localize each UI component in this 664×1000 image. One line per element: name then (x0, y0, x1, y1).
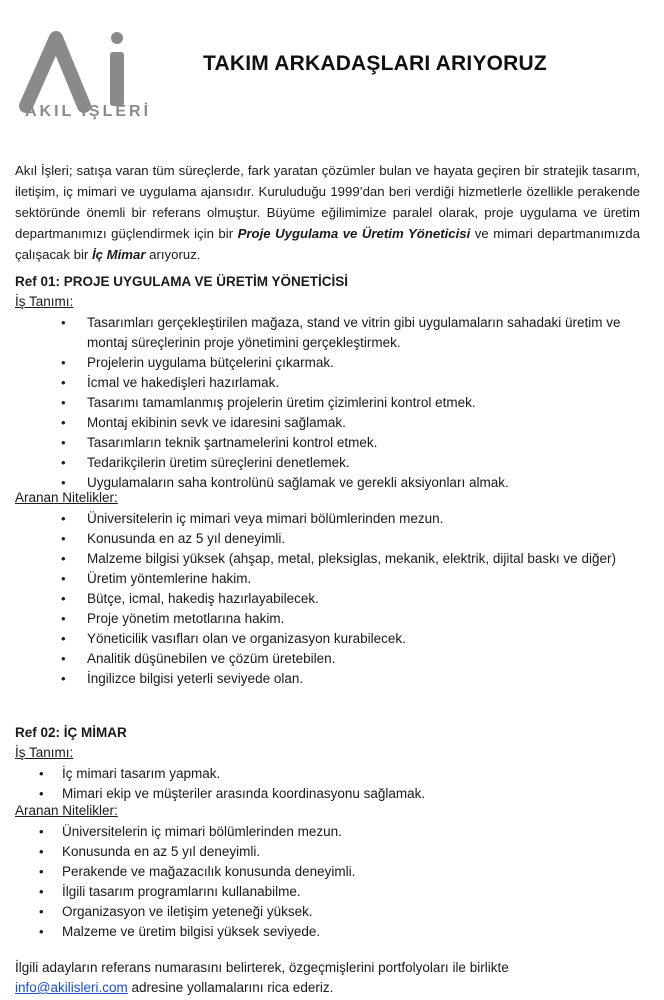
bullet-icon: • (61, 315, 66, 330)
list-item (15, 529, 635, 549)
list-item (15, 784, 635, 804)
list-item-text: Analitik düşünebilen ve çözüm üretebilen. (87, 651, 336, 666)
list-item-text: Üniversitelerin iç mimari bölümlerinden mezun. (62, 824, 342, 839)
list-item (15, 862, 635, 882)
list-item-text: İç mimari tasarım yapmak. (62, 766, 221, 781)
list-item (15, 922, 635, 942)
bullet-icon: • (61, 455, 66, 470)
list-item (15, 629, 635, 649)
list-item-text: Tasarımı tamamlanmış projelerin üretim çizimlerini kontrol etmek. (87, 395, 476, 410)
bullet-icon: • (39, 864, 44, 879)
list-item (15, 764, 635, 784)
footer-line-1: İlgili adayların referans numarasını belirterek, özgeçmişlerini portfolyoları ile birlikte (15, 960, 509, 975)
list-item-text: İngilizce bilgisi yeterli seviyede olan. (87, 671, 304, 686)
bullet-icon: • (61, 611, 66, 626)
list-item (15, 842, 635, 862)
logo-text: AKIL İŞLERİ (24, 103, 152, 120)
list-item-text: Tedarikçilerin üretim süreçlerini denetlemek. (87, 455, 350, 470)
list-item-text: Organizasyon ve iletişim yeteneği yüksek. (62, 904, 313, 919)
list-item (15, 882, 635, 902)
list-item (15, 569, 635, 589)
bullet-icon: • (61, 531, 66, 546)
ref1-job-label: İş Tanımı: (15, 294, 74, 309)
intro-role-2: İç Mimar (91, 247, 146, 262)
list-item-text: Tasarımların teknik şartnamelerini kontrol etmek. (87, 435, 378, 450)
bullet-icon: • (61, 631, 66, 646)
bullet-icon: • (39, 766, 44, 781)
list-item (15, 902, 635, 922)
bullet-icon: • (61, 651, 66, 666)
list-item-text: Proje yönetim metotlarına hakim. (87, 611, 285, 626)
bullet-icon: • (61, 355, 66, 370)
ref2-job-label: İş Tanımı: (15, 745, 74, 760)
bullet-icon: • (61, 415, 66, 430)
page-title: TAKIM ARKADAŞLARI ARIYORUZ (203, 52, 547, 75)
list-item (15, 609, 635, 629)
bullet-icon: • (61, 571, 66, 586)
bullet-icon: • (61, 511, 66, 526)
ref1-title: Ref 01: PROJE UYGULAMA VE ÜRETİM YÖNETİCİSİ (15, 274, 349, 289)
ref2-req-label: Aranan Nitelikler: (15, 803, 118, 818)
list-item-text: Montaj ekibinin sevk ve idaresini sağlamak. (87, 415, 346, 430)
list-item (15, 549, 635, 569)
bullet-icon: • (39, 844, 44, 859)
ref2-req-list (15, 822, 635, 942)
list-item-text: İcmal ve hakedişleri hazırlamak. (87, 375, 280, 390)
list-item (15, 589, 635, 609)
list-item (15, 453, 635, 473)
list-item-text: İlgili tasarım programlarını kullanabilme. (62, 884, 301, 899)
list-item-text: Tasarımları gerçekleştirilen mağaza, stand ve vitrin gibi uygulamaların sahadaki üretim ve montaj süreçlerinin proje yönetimini gerçekleştirmek. (87, 315, 621, 350)
list-item (15, 822, 635, 842)
intro-text-3: arıyoruz. (145, 247, 201, 262)
bullet-icon: • (61, 395, 66, 410)
bullet-icon: • (61, 591, 66, 606)
ref1-req-label: Aranan Nitelikler: (15, 490, 118, 505)
bullet-icon: • (39, 824, 44, 839)
list-item-text: Perakende ve mağazacılık konusunda deneyimli. (62, 864, 356, 879)
ref1-req-list (15, 509, 635, 689)
list-item (15, 353, 635, 373)
footer-line-2-text: adresine yollamalarını rica ederiz. (127, 980, 334, 995)
bullet-icon: • (39, 904, 44, 919)
list-item-text: Üniversitelerin iç mimari veya mimari bölümlerinden mezun. (87, 511, 444, 526)
intro-text-2: ve mimari departmanımızda çalışacak bir (15, 226, 640, 262)
list-item (15, 649, 635, 669)
list-item (15, 393, 635, 413)
list-item-text: Bütçe, icmal, hakediş hazırlayabilecek. (87, 591, 319, 606)
footer-line-2 (15, 978, 645, 998)
list-item-text: Uygulamaların saha kontrolünü sağlamak ve gerekli aksiyonları almak. (87, 475, 509, 490)
email-link[interactable]: info@akilisleri.com (15, 980, 128, 995)
list-item (15, 413, 635, 433)
list-item-text: Üretim yöntemlerine hakim. (87, 571, 252, 586)
list-item (15, 433, 635, 453)
bullet-icon: • (61, 475, 66, 490)
intro-paragraph (15, 160, 640, 265)
bullet-icon: • (61, 551, 66, 566)
bullet-icon: • (61, 435, 66, 450)
intro-role-1: Proje Uygulama ve Üretim Yöneticisi (237, 226, 471, 241)
ref1-job-list (15, 313, 635, 493)
list-item-text: Konusunda en az 5 yıl deneyimli. (87, 531, 286, 546)
list-item-text: Projelerin uygulama bütçelerini çıkarmak. (87, 355, 334, 370)
ref2-title: Ref 02: İÇ MİMAR (15, 725, 127, 740)
ref2-job-list (15, 764, 635, 804)
list-item (15, 373, 635, 393)
list-item-text: Konusunda en az 5 yıl deneyimli. (62, 844, 261, 859)
bullet-icon: • (39, 786, 44, 801)
list-item-text: Mimari ekip ve müşteriler arasında koordinasyonu sağlamak. (62, 786, 426, 801)
bullet-icon: • (61, 671, 66, 686)
bullet-icon: • (39, 924, 44, 939)
bullet-icon: • (61, 375, 66, 390)
intro-text-1: Akıl İşleri; satışa varan tüm süreçlerde, fark yaratan çözümler bulan ve hayata geçiren bir stratejik tasarım, iletişim, iç mimari ve uygulama ajansıdır. Kuruluduğu 1999’dan beri verdiği hizmetlerle özellikle perakende sektöründe önemli bir referans olmuştur. Büyüme eğilimimize paralel olarak, proje uygulama ve üretim departmanımızı güçlendirmek için bir (15, 163, 640, 241)
footer-text (15, 958, 645, 998)
list-item (15, 313, 635, 353)
list-item-text: Malzeme ve üretim bilgisi yüksek seviyede. (62, 924, 321, 939)
list-item-text: Malzeme bilgisi yüksek (ahşap, metal, pleksiglas, mekanik, elektrik, dijital baskı ve diğer) (87, 551, 616, 566)
list-item (15, 509, 635, 529)
list-item-text: Yöneticilik vasıfları olan ve organizasyon kurabilecek. (87, 631, 406, 646)
bullet-icon: • (39, 884, 44, 899)
list-item (15, 669, 635, 689)
